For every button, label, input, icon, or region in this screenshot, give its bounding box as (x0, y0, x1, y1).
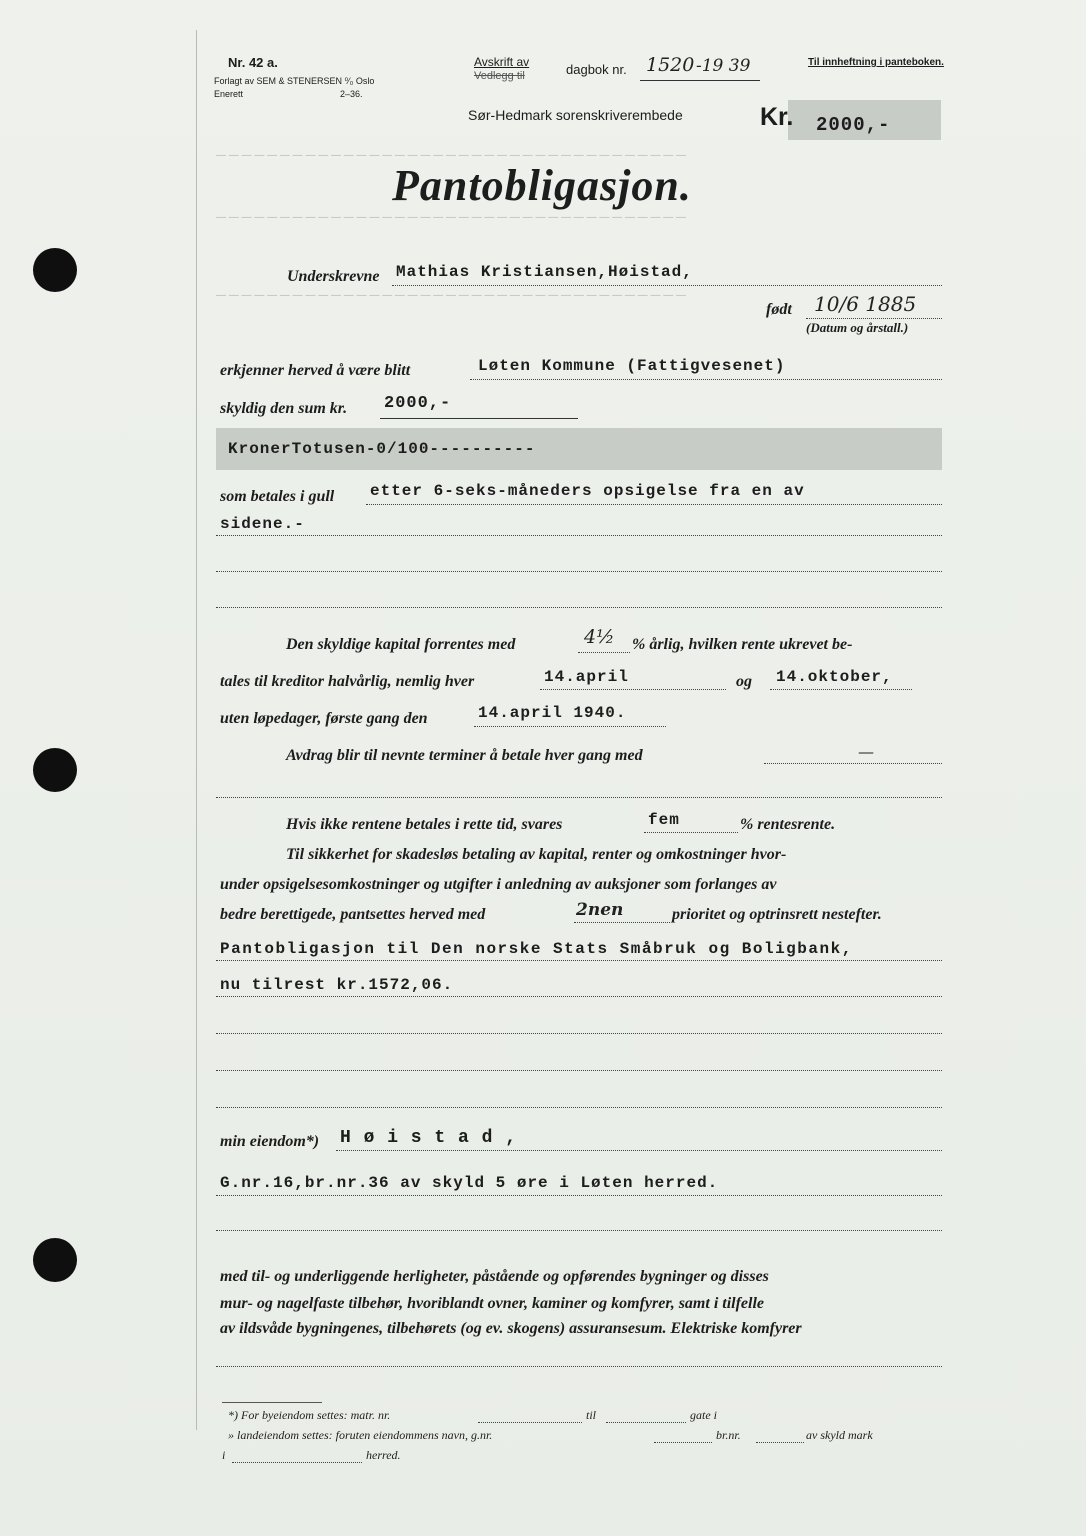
term-1-line (540, 689, 726, 690)
priority-line (574, 922, 670, 923)
creditor-line (470, 379, 942, 380)
appurtenance-text-3: av ildsvåde bygningenes, tilbehørets (og ev. skogens) assuransesum. Elektriske komfyrer (220, 1320, 802, 1337)
blank-line (216, 1230, 942, 1231)
born-label: født (766, 301, 792, 318)
prior-line-2 (216, 996, 942, 997)
penalty-text-a: Hvis ikke rentene betales i rette tid, svares (286, 816, 563, 833)
copy-label: Avskrift av (474, 55, 530, 69)
footnote-dots (478, 1422, 582, 1423)
interest-text-1a: Den skyldige kapital forrentes med (286, 636, 516, 653)
paid-line-1 (366, 504, 942, 505)
property-line (336, 1150, 942, 1151)
dagbok-underline (640, 80, 760, 81)
dagbok-label: dagbok nr. (566, 62, 627, 77)
creditor: Løten Kommune (Fattigvesenet) (478, 357, 786, 375)
document-title: Pantobligasjon. (392, 161, 692, 210)
footnote-dots (654, 1442, 712, 1443)
property-desc-line (216, 1195, 942, 1196)
interest-rate: 4½ (584, 626, 615, 648)
footnote-rule (222, 1402, 322, 1403)
penalty-value: fem (648, 811, 680, 829)
property-desc: G.nr.16,br.nr.36 av skyld 5 øre i Løten herred. (220, 1174, 719, 1192)
undersigned-line (392, 285, 942, 286)
undersigned-value: Mathias Kristiansen,Høistad, (396, 263, 693, 281)
property-label: min eiendom*) (220, 1133, 320, 1150)
owe-value: 2000,- (384, 394, 452, 413)
footnote-line-2b: br.nr. (716, 1428, 741, 1442)
dagbok-number: 1520 (646, 54, 695, 76)
prior-lien-1: Pantobligasjon til Den norske Stats Småbruk og Boligbank, (220, 940, 853, 958)
security-text-1: Til sikkerhet for skadesløs betaling av kapital, renter og omkostninger hvor- (286, 846, 787, 863)
owe-label: skyldig den sum kr. (220, 400, 348, 417)
installment-line (764, 763, 942, 764)
margin-rule (196, 30, 197, 1430)
paid-line-2 (216, 535, 942, 536)
interest-text-1b: % årlig, hvilken rente ukrevet be- (632, 636, 853, 653)
security-text-3b: prioritet og optrinsrett nestefter. (672, 906, 882, 923)
paid-label: som betales i gull (220, 488, 335, 505)
penalty-text-b: % rentesrente. (740, 816, 836, 833)
term-2-line (770, 689, 912, 690)
publisher: Forlagt av SEM & STENERSEN ⁰⁄₀ Oslo (214, 76, 375, 86)
term-1: 14.april (544, 668, 629, 686)
reprint-note: Enerett (214, 89, 244, 99)
born-line (806, 318, 942, 319)
blank-line (216, 797, 942, 798)
prior-lien-2: nu tilrest kr.1572,06. (220, 976, 454, 994)
first-date: 14.april 1940. (478, 704, 627, 722)
born-value: 10/6 1885 (814, 292, 917, 316)
footnote-line-2a: » landeiendom settes: foruten eiendommens navn, g.nr. (228, 1428, 493, 1442)
punch-hole (33, 748, 77, 792)
paid-value-2: sidene.- (220, 515, 305, 533)
footnote-dots (756, 1442, 804, 1443)
footnote-dots (232, 1462, 362, 1463)
appurtenance-text-2: mur- og nagelfaste tilbehør, hvoriblandt ovner, kaminer og komfyrer, samt i tilfelle (220, 1295, 765, 1312)
born-hint: (Datum og årstall.) (806, 320, 909, 335)
blank-line (216, 1366, 942, 1367)
interest-rate-line (578, 652, 630, 653)
property-value: H ø i s t a d , (340, 1128, 518, 1148)
punch-hole (33, 1238, 77, 1282)
interest-text-3a: uten løpedager, første gang den (220, 710, 428, 727)
security-text-3a: bedre berettigede, pantsettes herved med (220, 906, 486, 923)
footnote-line-3a: i (222, 1448, 226, 1462)
footnote-dots (606, 1422, 686, 1423)
copy-sublabel: Vedlegg til (474, 70, 525, 82)
amount-prefix: Kr. (760, 103, 794, 131)
priority-value: 2nen (576, 900, 624, 920)
installment-value: — (858, 742, 874, 761)
footnote-line-3b: herred. (366, 1448, 401, 1462)
form-number: Nr. 42 a. (228, 55, 278, 70)
term-2: 14.oktober, (776, 668, 893, 686)
first-date-line (474, 726, 666, 727)
installment-label: Avdrag blir til nevnte terminer å betale hver gang med (286, 747, 643, 764)
amount-words: KronerTotusen-0/100---------- (228, 440, 536, 458)
blank-line (216, 1033, 942, 1034)
prior-line-1 (216, 960, 942, 961)
form-date: 2–36. (340, 89, 363, 99)
footnote-line-1c: gate i (690, 1408, 717, 1422)
dagbok-year: -19 39 (696, 56, 751, 76)
blank-line (216, 1070, 942, 1071)
footnote-line-1b: til (586, 1408, 597, 1422)
security-text-2: under opsigelsesomkostninger og utgifter i anledning av auksjoner som forlanges av (220, 876, 777, 893)
blank-line (216, 607, 942, 608)
binding-note: Til innheftning i panteboken. (808, 57, 944, 68)
footnote-line-2c: av skyld mark (806, 1428, 873, 1442)
appurtenance-text-1: med til- og underliggende herligheter, påstående og opførendes bygninger og disses (220, 1268, 769, 1285)
footnote-line-1a: *) For byeiendom settes: matr. nr. (228, 1408, 391, 1422)
blank-line (216, 571, 942, 572)
undersigned-label: Underskrevne (287, 268, 380, 285)
amount-value: 2000,- (816, 114, 891, 136)
interest-text-2b: og (736, 673, 752, 690)
document-page: — — — — — — — — — — — — — — — — — — — — — — — — — — — — — — — — — — — — — — — — — — — — — — — — — — — — — — — — — — — — — — — — — — — — — — — — — — — — — — — — — — — — — — — — — — — — — — — — — — — — — — — — — — — — — — — Nr. 42 a. Forlagt av SEM & STENERSEN ⁰⁄₀ Oslo Enerett 2–36. Avskrift av Vedlegg til dagbok nr. 1520 -19 39 Til innheftning i panteboken. Sør-Hedmark sorenskriverembede Kr. 2000,- Pantobligasjon. Underskrevne Mathias Kristiansen,Høistad, født 10/6 1885 (Datum og årstall.) erkjenner herved å være blitt Løten Kommune (Fattigvesenet) skyldig den sum kr. 2000,- KronerTotusen-0/100---------- som betales i gull etter 6-seks-måneders opsigelse fra en av sidene.- Den skyldige kapital forrentes med 4½ % årlig, hvilken rente ukrevet be- tales til kreditor halvårlig, nemlig hver 14.april og 14.oktober, uten løpedager, første gang den 14.april 1940. Avdrag blir til nevnte terminer å betale hver gang med — Hvis ikke rentene betales i rette tid, svares fem % rentesrente. Til sikkerhet for skadesløs betaling av kapital, renter og omkostninger hvor- under opsigelsesomkostninger og utgifter i anledning av auksjoner som forlanges av bedre berettigede, pantsettes herved med 2nen prioritet og optrinsrett nestefter. Pantobligasjon til Den norske Stats Småbruk og Boligbank, nu tilrest kr.1572,06. min eiendom*) H ø i s t a d , G.nr.16,br.nr.36 av skyld 5 øre i Løten herred. med til- og underliggende herligheter, påstående og opførendes bygninger og disses mur- og nagelfaste tilbehør, hvoriblandt ovner, kaminer og komfyrer, samt i tilfelle av ildsvåde bygningenes, tilbehørets (og ev. skogens) assuransesum. Elektriske komfyrer *) For byeiendom settes: matr. nr. til gate i » landeiendom settes: foruten eiendommens navn, g.nr. br.nr. av skyld mark i herred. (0, 0, 1086, 1536)
interest-text-2a: tales til kreditor halvårlig, nemlig hver (220, 673, 475, 690)
punch-hole (33, 248, 77, 292)
acknowledge-label: erkjenner herved å være blitt (220, 362, 411, 379)
blank-line (216, 1107, 942, 1108)
owe-line (380, 418, 578, 419)
penalty-line (644, 832, 738, 833)
paid-value-1: etter 6-seks-måneders opsigelse fra en av (370, 482, 805, 500)
office-name: Sør-Hedmark sorenskriverembede (468, 107, 683, 123)
